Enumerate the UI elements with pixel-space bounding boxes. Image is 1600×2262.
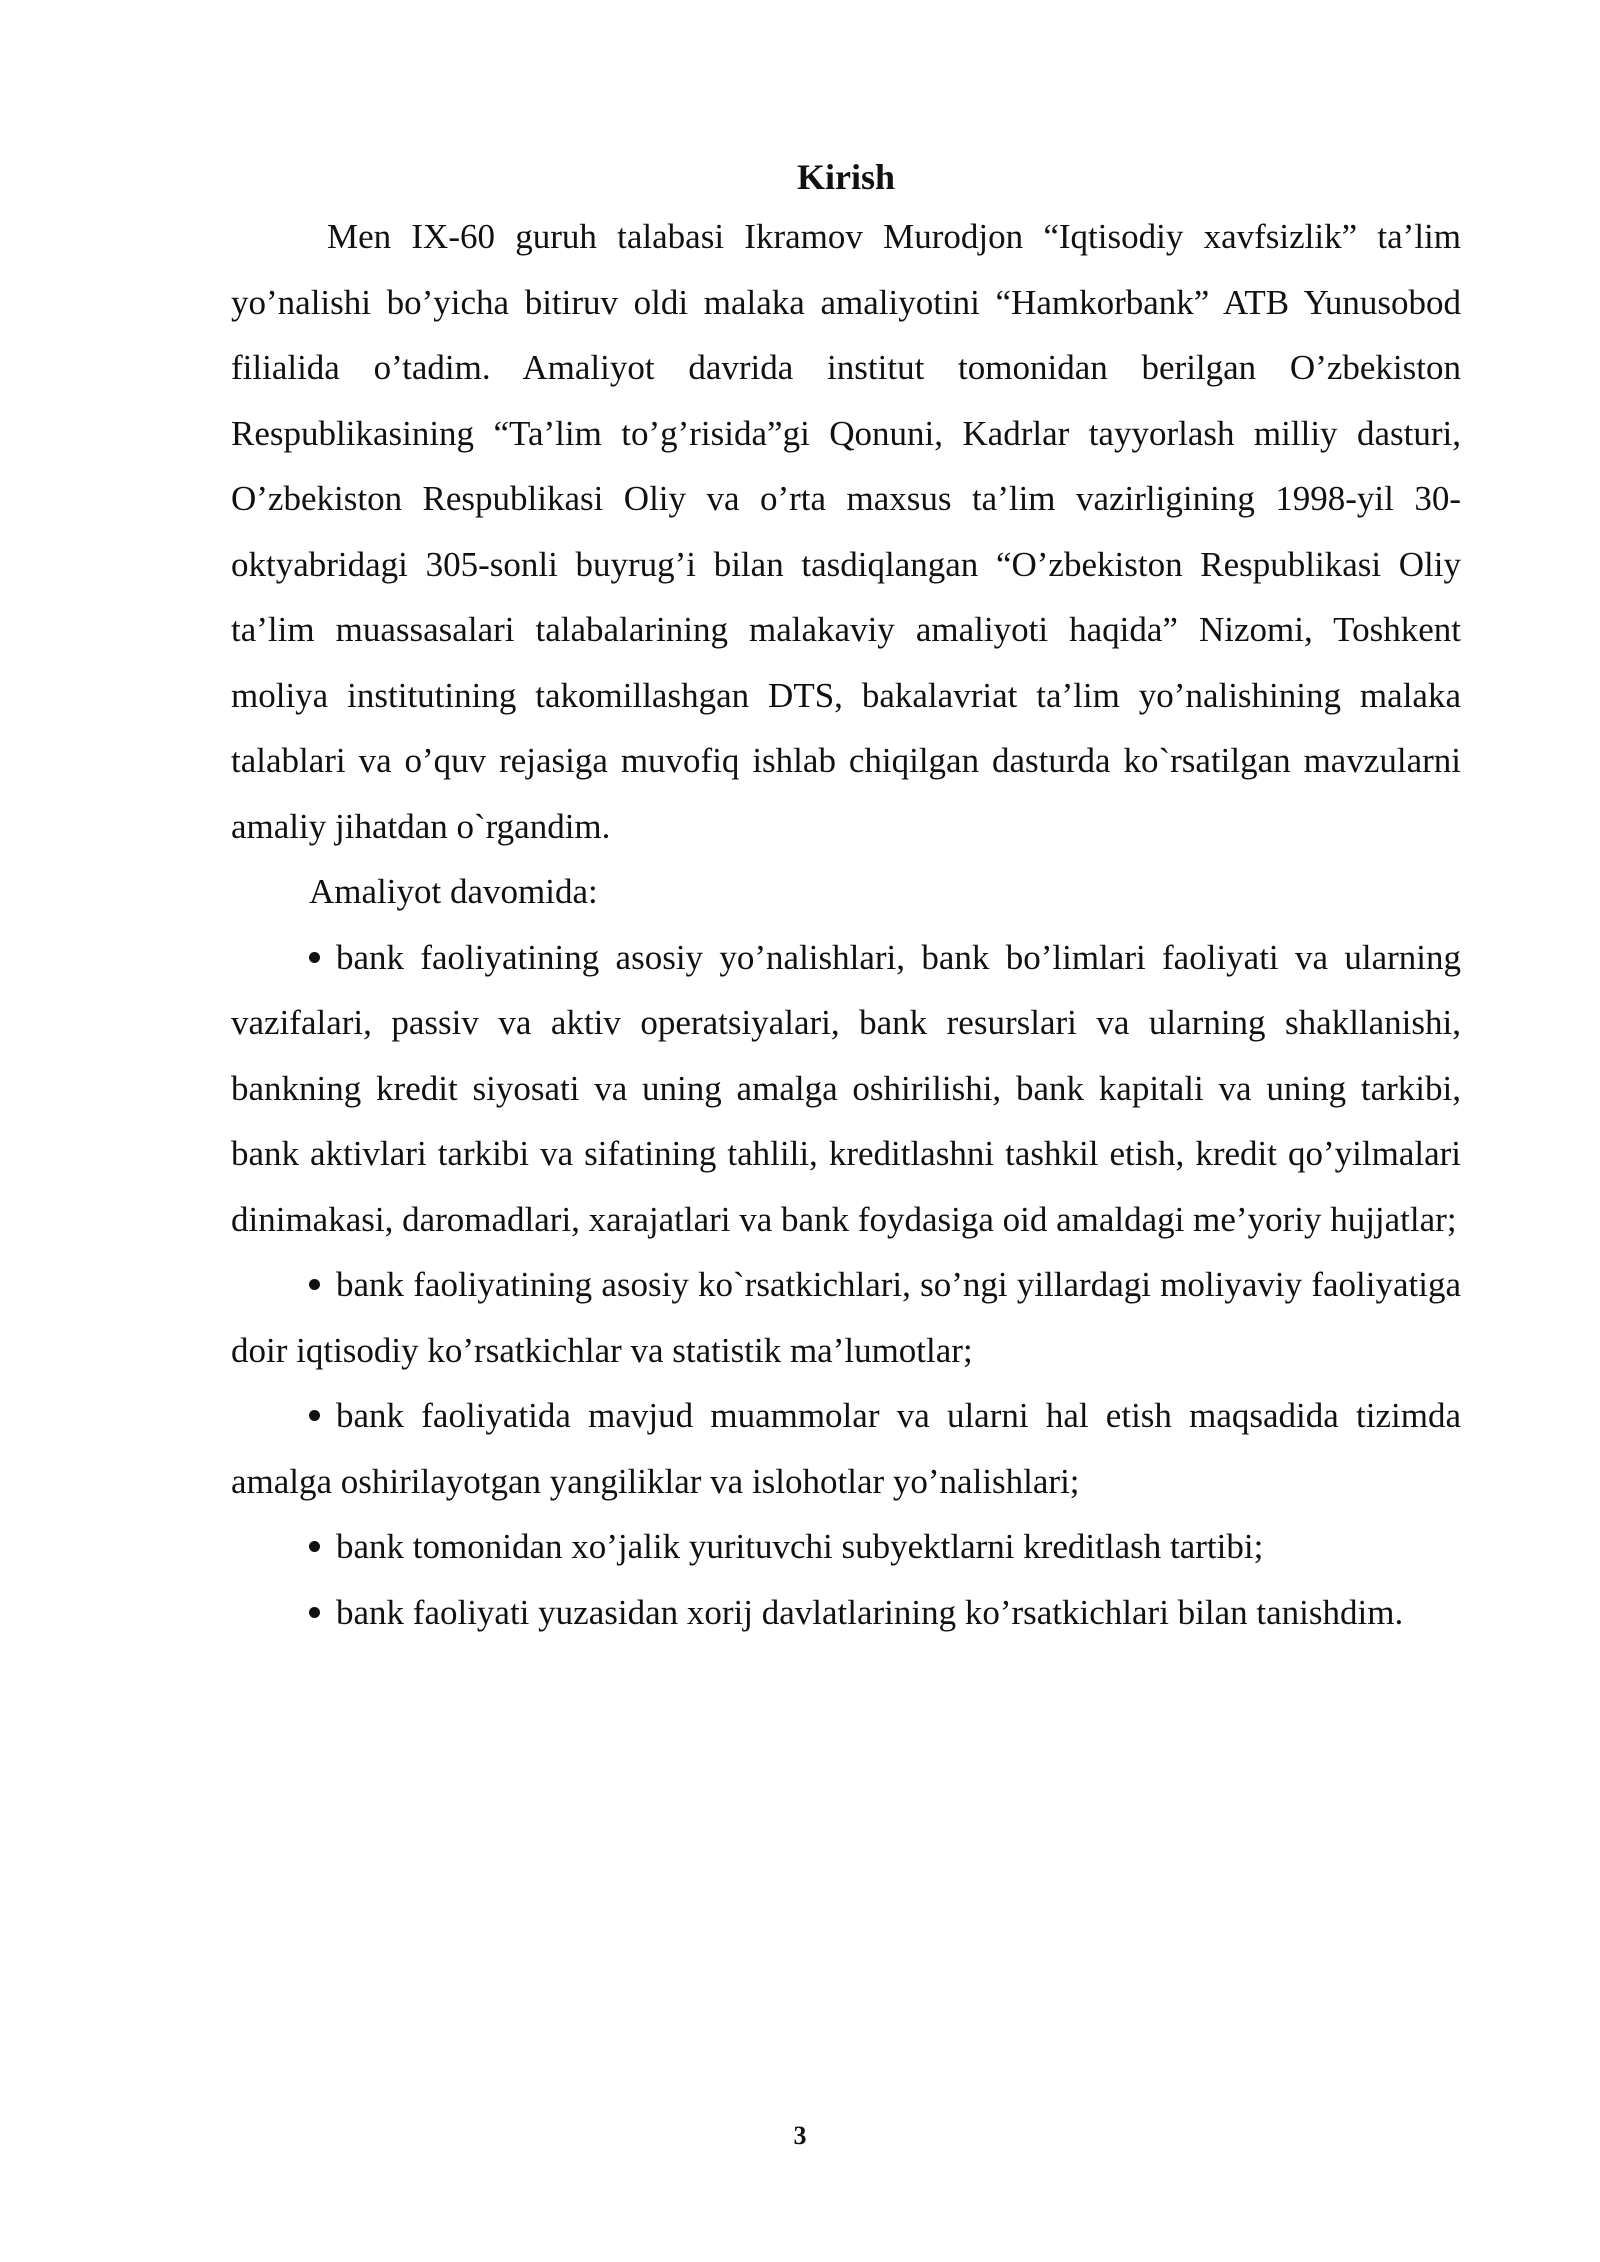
bullet-dot-icon [309, 1279, 320, 1290]
list-item-text: bank faoliyatining asosiy yo’nalishlari, bank bo’limlari faoliyati va ularning vazifalari, passiv va aktiv operatsiyalari, bank resurslari va ularning shakllanishi, bankning kredit siyosati va uning amalga oshirilishi, bank kapitali va uning tarkibi, bank aktivlari tarkibi va sifatining tahlili, kreditlashni tashkil etish, kredit qo’yilmalari dinimakasi, daromadlari, xarajatlari va bank foydasiga oid amaldagi me’yoriy hujjatlar; [231, 937, 1461, 1239]
list-item [231, 1252, 1461, 1383]
bullet-dot-icon [309, 952, 320, 963]
list-item [231, 1514, 1461, 1580]
list-item-text: bank faoliyatida mavjud muammolar va ularni hal etish maqsadida tizimda amalga oshirilayotgan yangiliklar va islohotlar yo’nalishlari; [231, 1396, 1461, 1501]
list-item [231, 925, 1461, 1253]
list-item-text: bank tomonidan xo’jalik yurituvchi subyektlarni kreditlash tartibi; [336, 1527, 1264, 1566]
bullet-list [231, 925, 1461, 1646]
list-item [231, 1580, 1461, 1646]
bullet-dot-icon [309, 1410, 320, 1421]
list-item-text: bank faoliyati yuzasidan xorij davlatlarining ko’rsatkichlari bilan tanishdim. [336, 1592, 1404, 1632]
bullet-dot-icon [309, 1541, 320, 1552]
bullet-dot-icon [309, 1607, 320, 1618]
list-item [231, 1383, 1461, 1514]
intro-paragraph: Men IX-60 guruh talabasi Ikramov Murodjon “Iqtisodiy xavfsizlik” ta’lim yo’nalishi bo’yicha bitiruv oldi malaka amaliyotini “Hamkorbank” ATB Yunusobod filialida o’tadim. Amaliyot davrida institut tomonidan berilgan O’zbekiston Respublikasining “Ta’lim to’g’risida”gi Qonuni, Kadrlar tayyorlash milliy dasturi, O’zbekiston Respublikasi Oliy va o’rta maxsus ta’lim vazirligining 1998-yil 30-oktyabridagi 305-sonli buyrug’i bilan tasdiqlangan “O’zbekiston Respublikasi Oliy ta’lim muassasalari talabalarining malakaviy amaliyoti haqida” Nizomi, Toshkent moliya institutining takomillashgan DTS, bakalavriat ta’lim yo’nalishining malaka talablari va o’quv rejasiga muvofiq ishlab chiqilgan dasturda ko`rsatilgan mavzularni amaliy jihatdan o`rgandim. [231, 217, 1461, 846]
list-intro: Amaliyot davomida: [309, 872, 598, 911]
list-item-text: bank faoliyatining asosiy ko`rsatkichlari, so’ngi yillardagi moliyaviy faoliyatiga doir iqtisodiy ko’rsatkichlar va statistik ma’lumotlar; [231, 1265, 1461, 1370]
page-title: Kirish [796, 157, 895, 197]
page-number: 3 [793, 2121, 807, 2150]
page-content [231, 150, 1461, 1645]
